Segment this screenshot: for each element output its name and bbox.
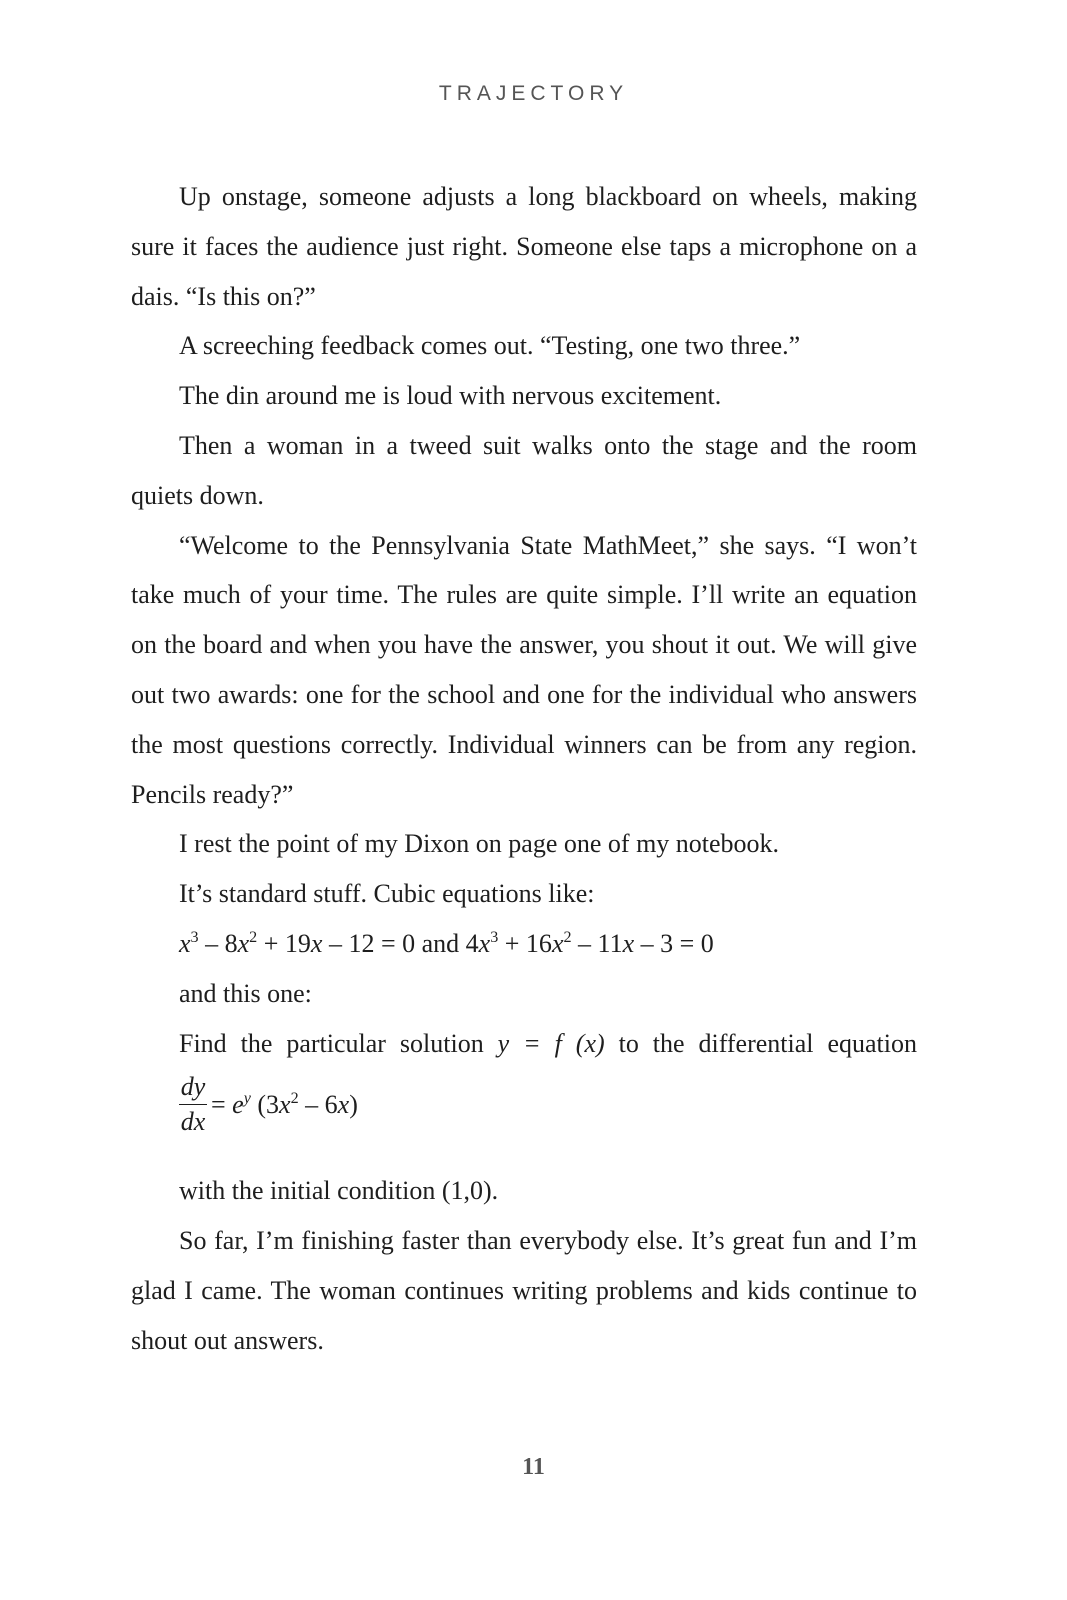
fraction-denominator: dx	[180, 1107, 206, 1137]
math-var: x	[279, 1090, 291, 1120]
paragraph: Then a woman in a tweed suit walks onto the stage and the room quiets down.	[131, 430, 917, 510]
math-var: e	[232, 1090, 244, 1120]
cubic-equations	[179, 919, 917, 969]
math-var: x	[179, 928, 191, 958]
exponent: 2	[290, 1089, 299, 1107]
paragraph: I rest the point of my Dixon on page one of my notebook.	[179, 829, 780, 859]
math-term: + 19	[257, 928, 311, 958]
derivative-fraction	[179, 1072, 207, 1137]
math-term: + 16	[498, 928, 552, 958]
paragraph: A screeching feedback comes out. “Testing, one two three.”	[179, 331, 801, 361]
math-var: x	[622, 928, 635, 958]
math-var: x	[310, 928, 323, 958]
math-term: – 11	[571, 928, 623, 958]
connector-text: and	[415, 928, 466, 958]
exponent: 2	[563, 928, 572, 946]
equation-rhs	[211, 1090, 358, 1120]
problem-suffix: to the differential equation	[604, 1028, 917, 1058]
equals-sign: =	[211, 1090, 233, 1120]
exponent: 3	[490, 928, 499, 946]
page-number: 11	[522, 1454, 545, 1480]
math-var: x	[478, 928, 491, 958]
paragraph: Up onstage, someone adjusts a long blackboard on wheels, making sure it faces the audience just right. Someone else taps a microphone on a dais. “Is this on?”	[131, 182, 917, 311]
math-term: – 8	[198, 928, 238, 958]
and-this-one: and this one:	[179, 978, 312, 1008]
problem-prefix: Find the particular solution	[179, 1028, 498, 1058]
exponent: y	[243, 1089, 251, 1107]
initial-condition: with the initial condition (1,0).	[179, 1176, 499, 1206]
math-term: – 12 = 0	[322, 928, 416, 958]
differential-equation	[179, 1068, 917, 1166]
paragraph: So far, I’m finishing faster than everybody else. It’s great fun and I’m glad I came. The woman continues writing problems and kids continue to shout out answers.	[131, 1226, 917, 1355]
fraction-numerator: dy	[179, 1072, 207, 1105]
math-term: (3	[250, 1090, 280, 1120]
problem-statement	[131, 1019, 917, 1069]
exponent: 3	[190, 928, 199, 946]
math-var: x	[551, 928, 564, 958]
math-term: )	[349, 1090, 358, 1120]
math-term: 4	[465, 928, 479, 958]
paragraph: It’s standard stuff. Cubic equations like:	[179, 879, 595, 909]
function-notation: y = f (x)	[497, 1028, 605, 1058]
math-var: x	[337, 1090, 350, 1120]
running-head: TRAJECTORY	[438, 82, 629, 105]
math-term: – 6	[298, 1090, 338, 1120]
paragraph: “Welcome to the Pennsylvania State MathMeet,” she says. “I won’t take much of your time. The rules are quite simple. I’ll write an equation on the board and when you have the answer, you shout it out. We will give out two awards: one for the school and one for the individual who answers the most questions correctly. Individual winners can be from any region. Pencils ready?”	[131, 530, 917, 809]
paragraph: The din around me is loud with nervous excitement.	[179, 381, 722, 411]
math-var: x	[237, 928, 250, 958]
exponent: 2	[249, 928, 258, 946]
math-term: – 3 = 0	[634, 928, 714, 958]
body-text	[131, 172, 917, 1366]
